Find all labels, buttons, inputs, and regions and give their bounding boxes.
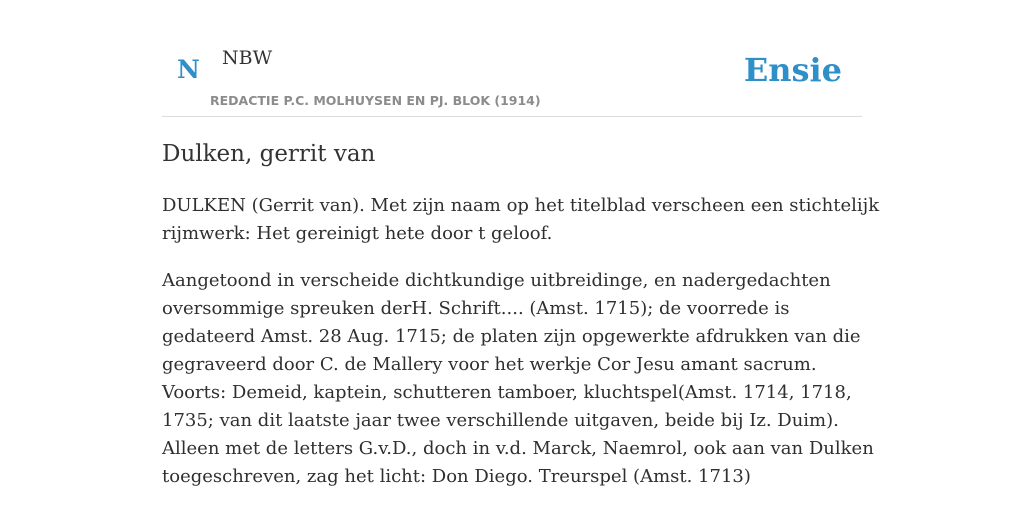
brand-logo[interactable]: Ensie: [743, 51, 842, 89]
entry-paragraph: DULKEN (Gerrit van). Met zijn naam op het titelblad verscheen een stichtelijk rijmwerk: Het gereinigt hete door t geloof.: [162, 195, 880, 244]
entry-paragraph: Aangetoond in verscheide dichtkundige uitbreidinge, en nadergedachten oversommige spreuken derH. Schrift.... (Amst. 1715); de voorrede is gedateerd Amst. 28 Aug. 1715; de platen zijn opgewerkte afdrukken van die gegraveerd door C. de Mallery voor het werkje Cor Jesu amant sacrum. Voorts: Demeid, kaptein, schutteren tamboer, kluchtspel(Amst. 1714, 1718, 1735; van dit laatste jaar twee verschillende uitgaven, beide bij Iz. Duim). Alleen met de letters G.v.D., doch in v.d. Marck, Naemrol, ook aan van Dulken toegeschreven, zag het licht: Don Diego. Treurspel (Amst. 1713): [162, 270, 874, 487]
source-editors: REDACTIE P.C. MOLHUYSEN EN PJ. BLOK (1914): [210, 93, 541, 108]
page-header: [162, 0, 862, 117]
source-logo[interactable]: N: [177, 55, 200, 84]
source-name[interactable]: NBW: [222, 47, 273, 69]
page-title: Dulken, gerrit van: [162, 141, 376, 167]
